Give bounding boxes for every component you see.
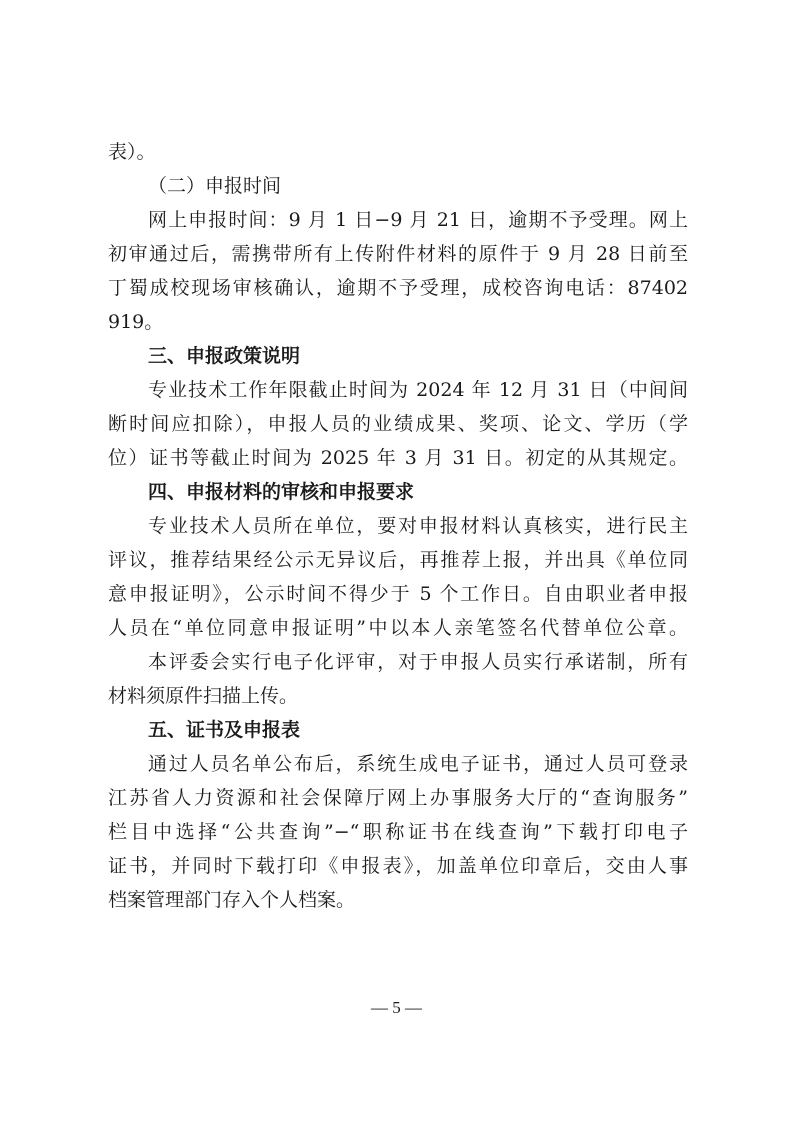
body-line: 江苏省人力资源和社会保障厅网上办事服务大厅的“查询服务” <box>108 787 688 809</box>
body-line: 意申报证明》，公示时间不得少于 5 个工作日。自由职业者申报 <box>108 583 688 605</box>
body-line: 本评委会实行电子化评审，对于申报人员实行承诺制，所有 <box>148 651 688 673</box>
body-line: 评议，推荐结果经公示无异议后，再推荐上报，并出具《单位同 <box>108 549 688 571</box>
body-line: 栏目中选择“公共查询”−“职称证书在线查询”下载打印电子 <box>108 821 688 843</box>
section-heading-review: 四、申报材料的审核和申报要求 <box>148 481 415 503</box>
body-line: 丁蜀成校现场审核确认，逾期不予受理，成校咨询电话：87402 <box>108 277 688 299</box>
body-line: 专业技术工作年限截止时间为 2024 年 12 月 31 日（中间间 <box>148 379 688 401</box>
body-line: 专业技术人员所在单位，要对申报材料认真核实，进行民主 <box>148 515 688 537</box>
body-line: 材料须原件扫描上传。 <box>108 685 299 707</box>
body-line: 档案管理部门存入个人档案。 <box>108 889 356 911</box>
section-heading-policy: 三、申报政策说明 <box>148 345 301 367</box>
section-heading-certificate: 五、证书及申报表 <box>148 719 301 741</box>
body-line: 位）证书等截止时间为 2025 年 3 月 31 日。初定的从其规定。 <box>108 447 688 469</box>
body-line: 919。 <box>108 311 164 333</box>
body-line: 网上申报时间：9 月 1 日−9 月 21 日，逾期不予受理。网上 <box>148 209 688 231</box>
document-body <box>108 135 688 917</box>
page-number: — 5 — <box>371 998 422 1017</box>
subsection-heading-application-time: （二）申报时间 <box>148 175 282 197</box>
body-line: 表）。 <box>108 141 156 163</box>
body-line: 断时间应扣除），申报人员的业绩成果、奖项、论文、学历（学 <box>108 413 688 435</box>
body-line: 证书，并同时下载打印《申报表》，加盖单位印章后，交由人事 <box>108 855 688 877</box>
body-line: 通过人员名单公布后，系统生成电子证书，通过人员可登录 <box>148 753 688 775</box>
body-line: 人员在“单位同意申报证明”中以本人亲笔签名代替单位公章。 <box>108 617 688 639</box>
body-line: 初审通过后，需携带所有上传附件材料的原件于 9 月 28 日前至 <box>108 243 688 265</box>
